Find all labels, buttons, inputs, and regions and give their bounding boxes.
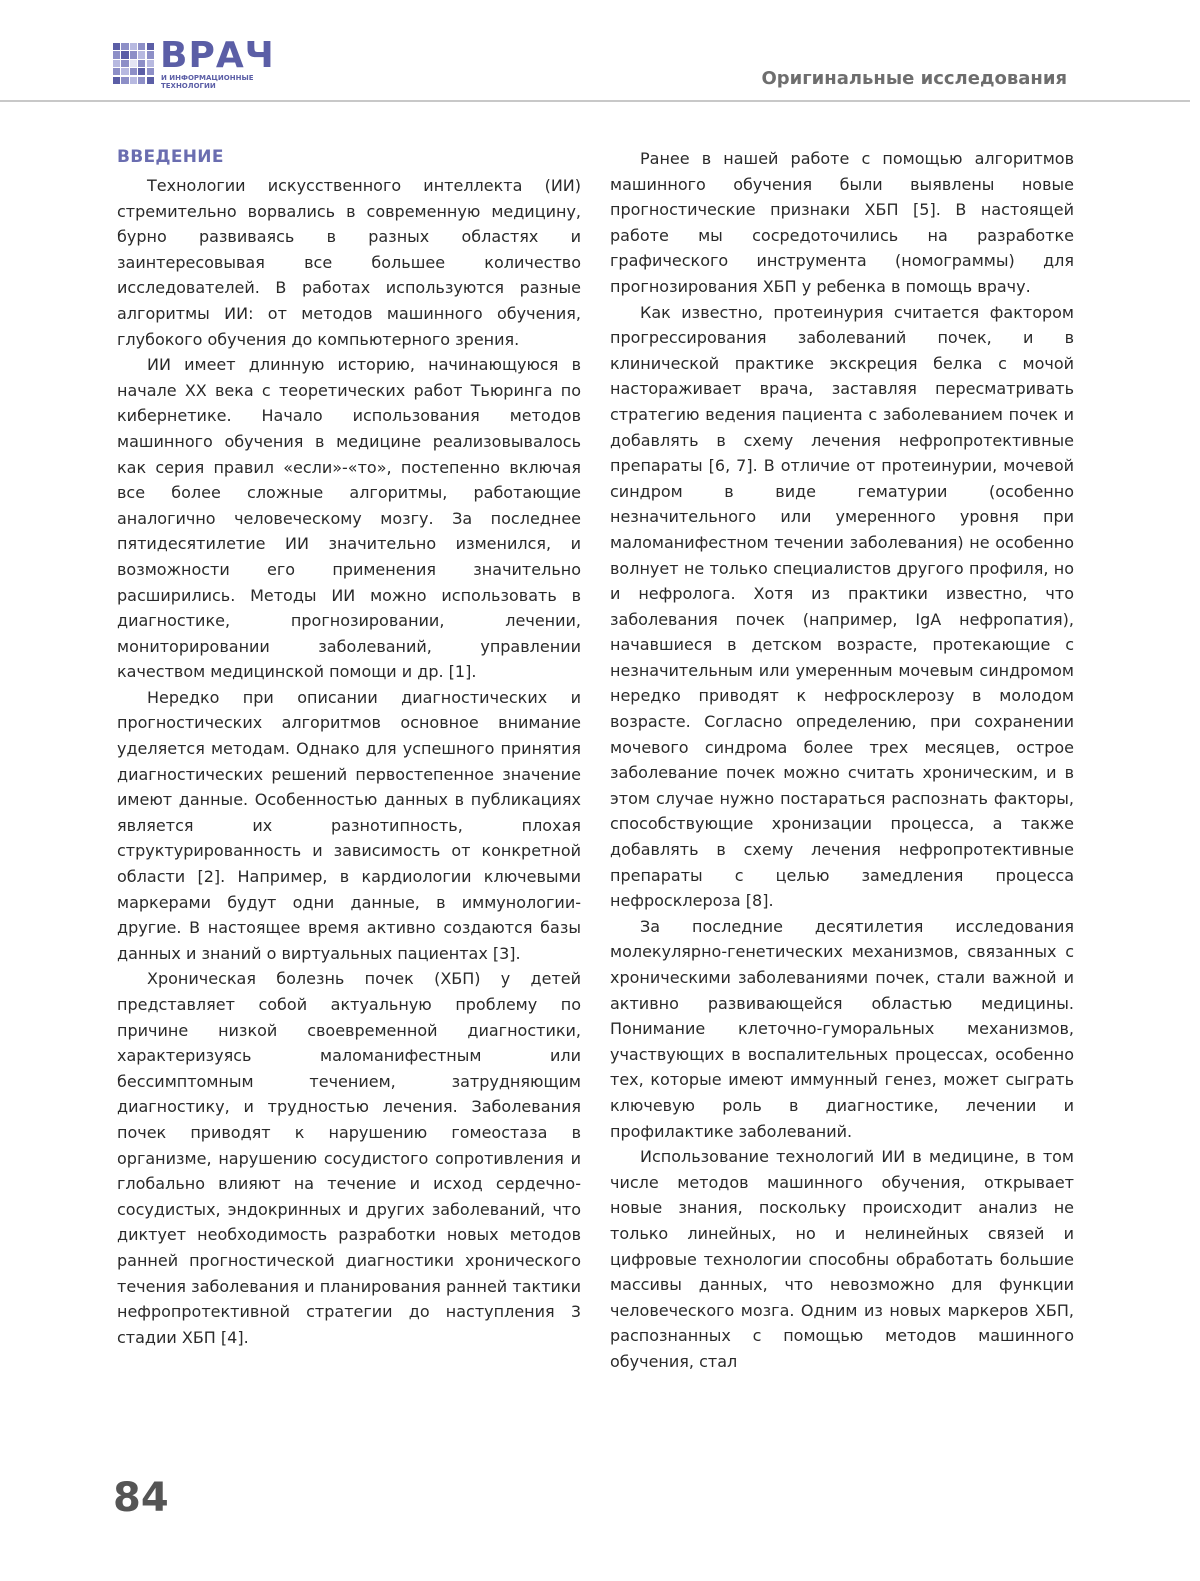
paragraph: Технологии искусственного интеллекта (ИИ) стремительно ворвались в современную медицину, бурно развиваясь в разных областях и заинтересовывая все большее количество исследователей. В работах используются разные алгоритмы ИИ: от методов машинного обучения, глубокого обучения до компьютерного зрения. xyxy=(117,173,581,352)
logo-wordmark: ВРАЧ xyxy=(160,36,275,76)
paragraph: Использование технологий ИИ в медицине, в том числе методов машинного обучения, открывает новые знания, поскольку происходит анализ не только линейных, но и нелинейных связей и цифровые технологии способны обработать большие массивы данных, что невозможно для функции человеческого мозга. Одним из новых маркеров ХБП, распознанных с помощью методов машинного обучения, стал xyxy=(610,1144,1074,1374)
section-heading: ВВЕДЕНИЕ xyxy=(117,146,581,168)
logo-grid-icon xyxy=(113,43,157,87)
page-number: 84 xyxy=(113,1474,169,1522)
page-header xyxy=(0,0,1200,102)
paragraph: За последние десятилетия исследования молекулярно-генетических механизмов, связанных с хроническими заболеваниями почек, стали важной и активно развивающейся областью медицины. Понимание клеточно-гуморальных механизмов, участвующих в воспалительных процессах, особенно тех, которые имеют иммунный генез, может сыграть ключевую роль в диагностике, лечении и профилактике заболеваний. xyxy=(610,914,1074,1144)
paragraph: Ранее в нашей работе с помощью алгоритмов машинного обучения были выявлены новые прогностические признаки ХБП [5]. В настоящей работе мы сосредоточились на разработке графического инструмента (номограммы) для прогнозирования ХБП у ребенка в помощь врачу. xyxy=(610,146,1074,300)
paragraph: Как известно, протеинурия считается фактором прогрессирования заболеваний почек, и в клинической практике экскреция белка с мочой настораживает врача, заставляя пересматривать стратегию ведения пациента с заболеванием почек и добавлять в схему лечения нефропротективные препараты [6, 7]. В отличие от протеинурии, мочевой синдром в виде гематурии (особенно незначительного или умеренного уровня при маломанифестном течении заболевания) не особенно волнует не только специалистов другого профиля, но и нефролога. Хотя из практики известно, что заболевания почек (например, IgA нефропатия), начавшиеся в детском возрасте, протекающие с незначительным или умеренным мочевым синдромом нередко приводят к нефросклерозу в молодом возрасте. Согласно определению, при сохранении мочевого синдрома более трех месяцев, острое заболевание почек можно считать хроническим, и в этом случае нужно постараться распознать факторы, способствующие хронизации процесса, а также добавлять в схему лечения нефропротективные препараты с целью замедления процесса нефросклероза [8]. xyxy=(610,300,1074,914)
section-label: Оригинальные исследования xyxy=(761,68,1067,89)
header-divider xyxy=(0,100,1190,102)
paragraph: Хроническая болезнь почек (ХБП) у детей представляет собой актуальную проблему по причине низкой своевременной диагностики, характеризуясь маломанифестным или бессимптомным течением, затрудняющим диагностику, и трудностью лечения. Заболевания почек приводят к нарушению гомеостаза в организме, нарушению сосудистого сопротивления и глобально влияют на течение и исход сердечно-сосудистых, эндокринных и других заболеваний, что диктует необходимость разработки новых методов ранней прогностической диагностики хронического течения заболевания и планирования ранней тактики нефропротективной стратегии до наступления 3 стадии ХБП [4]. xyxy=(117,966,581,1350)
paragraph: Нередко при описании диагностических и прогностических алгоритмов основное внимание уделяется методам. Однако для успешного принятия диагностических решений первостепенное значение имеют данные. Особенностью данных в публикациях является их разнотипность, плохая структурированность и зависимость от конкретной области [2]. Например, в кардиологии ключевыми маркерами будут одни данные, в иммунологии-другие. В настоящее время активно создаются базы данных и знаний о виртуальных пациентах [3]. xyxy=(117,685,581,967)
left-column xyxy=(117,146,581,1350)
right-column xyxy=(610,146,1074,1375)
logo-subtitle-line-1: И ИНФОРМАЦИОННЫЕ xyxy=(161,74,253,82)
paragraph: ИИ имеет длинную историю, начинающуюся в начале XX века с теоретических работ Тьюринга по кибернетике. Начало использования методов машинного обучения в медицине реализовывалось как серия правил «если»-«то», постепенно включая все более сложные алгоритмы, работающие аналогично человеческому мозгу. За последнее пятидесятилетие ИИ значительно изменился, и возможности его применения значительно расширились. Методы ИИ можно использовать в диагностике, прогнозировании, лечении, мониторировании заболеваний, управлении качеством медицинской помощи и др. [1]. xyxy=(117,352,581,685)
logo-subtitle xyxy=(161,74,253,90)
logo-subtitle-line-2: ТЕХНОЛОГИИ xyxy=(161,82,253,90)
